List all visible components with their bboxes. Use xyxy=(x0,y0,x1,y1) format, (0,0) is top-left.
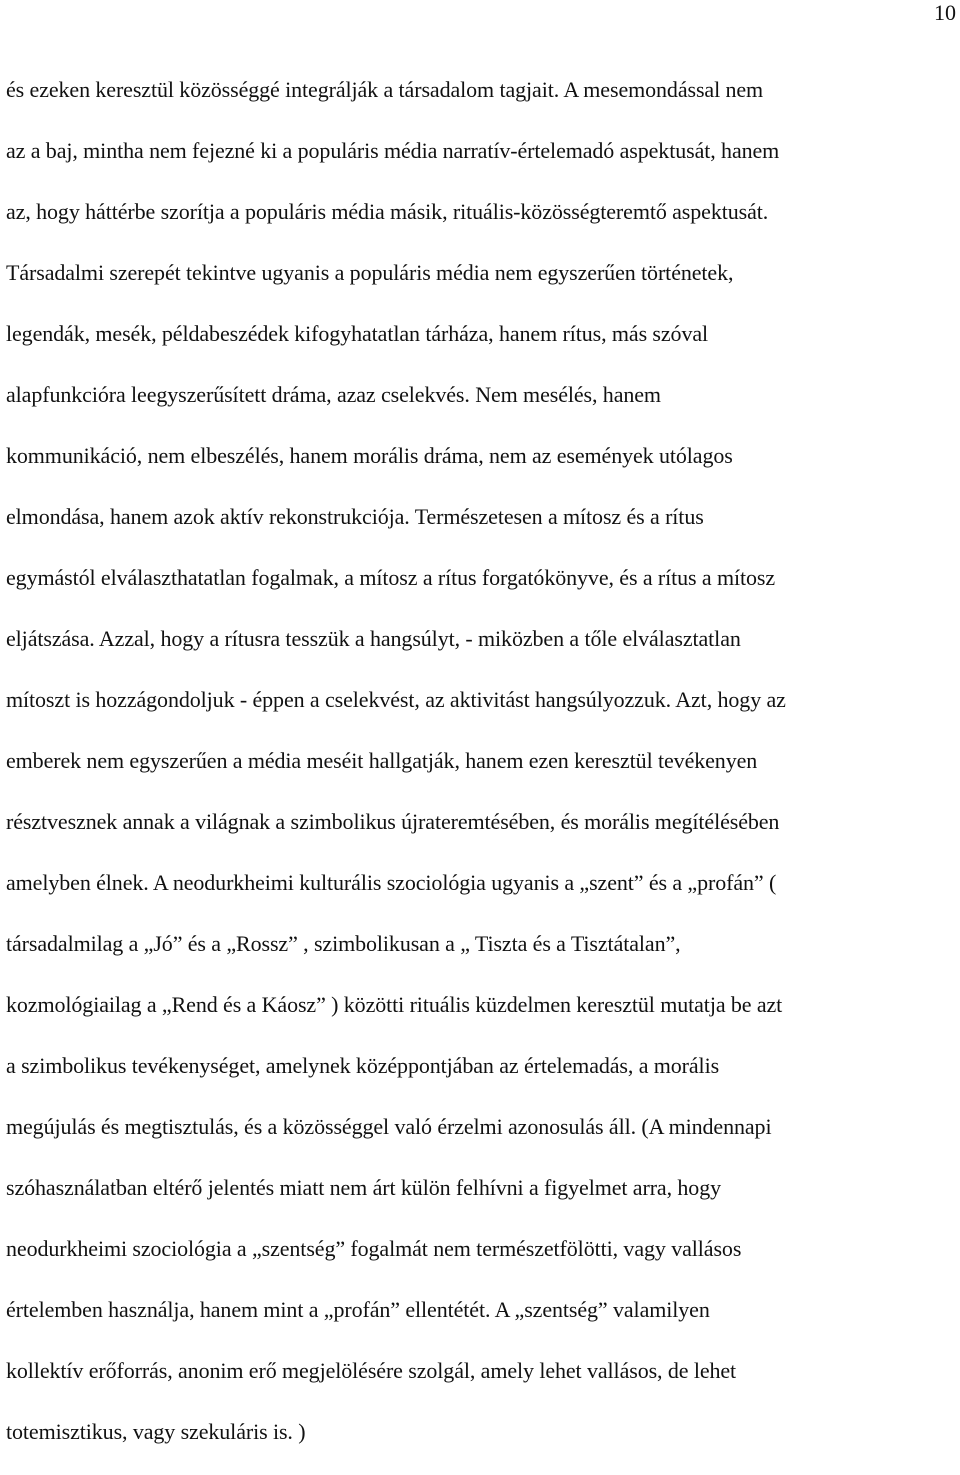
text-line-18: megújulás és megtisztulás, és a közösséggel való érzelmi azonosulás áll. (A mindennapi xyxy=(6,1114,772,1139)
text-line-7: kommunikáció, nem elbeszélés, hanem morális dráma, nem az események utólagos xyxy=(6,443,733,468)
text-line-14: amelyben élnek. A neodurkheimi kulturális szociológia ugyanis a „szent” és a „profán” ( xyxy=(6,870,777,895)
text-line-4: Társadalmi szerepét tekintve ugyanis a populáris média nem egyszerűen történetek, xyxy=(6,260,734,285)
text-line-8: elmondása, hanem azok aktív rekonstrukciója. Természetesen a mítosz és a rítus xyxy=(6,504,704,529)
text-line-5: legendák, mesék, példabeszédek kifogyhatatlan tárháza, hanem rítus, más szóval xyxy=(6,321,709,346)
page-number: 10 xyxy=(934,0,956,25)
text-line-12: emberek nem egyszerűen a média meséit hallgatják, hanem ezen keresztül tevékenyen xyxy=(6,748,758,773)
text-line-3: az, hogy háttérbe szorítja a populáris média másik, rituális-közösségteremtő aspektusát. xyxy=(6,199,769,224)
text-line-9: egymástól elválaszthatatlan fogalmak, a mítosz a rítus forgatókönyve, és a rítus a mítosz xyxy=(6,565,776,590)
text-line-16: kozmológiailag a „Rend és a Káosz” ) közötti rituális küzdelmen keresztül mutatja be azt xyxy=(6,992,783,1017)
text-line-13: résztvesznek annak a világnak a szimbolikus újrateremtésében, és morális megítélésében xyxy=(6,809,780,834)
text-line-2: az a baj, mintha nem fejezné ki a populáris média narratív-értelemadó aspektusát, hanem xyxy=(6,138,780,163)
text-line-15: társadalmilag a „Jó” és a „Rossz” , szimbolikusan a „ Tiszta és a Tisztátalan”, xyxy=(6,931,681,956)
text-line-19: szóhasználatban eltérő jelentés miatt nem árt külön felhívni a figyelmet arra, hogy xyxy=(6,1175,721,1200)
text-line-11: mítoszt is hozzágondoljuk - éppen a cselekvést, az aktivitást hangsúlyozzuk. Azt, hogy az xyxy=(6,687,786,712)
text-line-23: totemisztikus, vagy szekuláris is. ) xyxy=(6,1419,306,1444)
text-line-6: alapfunkcióra leegyszerűsített dráma, azaz cselekvés. Nem mesélés, hanem xyxy=(6,382,661,407)
text-line-20: neodurkheimi szociológia a „szentség” fogalmát nem természetfölötti, vagy vallásos xyxy=(6,1236,742,1261)
text-line-1: és ezeken keresztül közösséggé integrálják a társadalom tagjait. A mesemondással nem xyxy=(6,77,764,102)
body-text xyxy=(6,72,960,1475)
text-line-21: értelemben használja, hanem mint a „profán” ellentétét. A „szentség” valamilyen xyxy=(6,1297,710,1322)
text-line-17: a szimbolikus tevékenységet, amelynek középpontjában az értelemadás, a morális xyxy=(6,1053,720,1078)
text-line-22: kollektív erőforrás, anonim erő megjelölésére szolgál, amely lehet vallásos, de lehet xyxy=(6,1358,737,1383)
text-line-10: eljátszása. Azzal, hogy a rítusra tesszük a hangsúlyt, - miközben a tőle elválasztatlan xyxy=(6,626,741,651)
